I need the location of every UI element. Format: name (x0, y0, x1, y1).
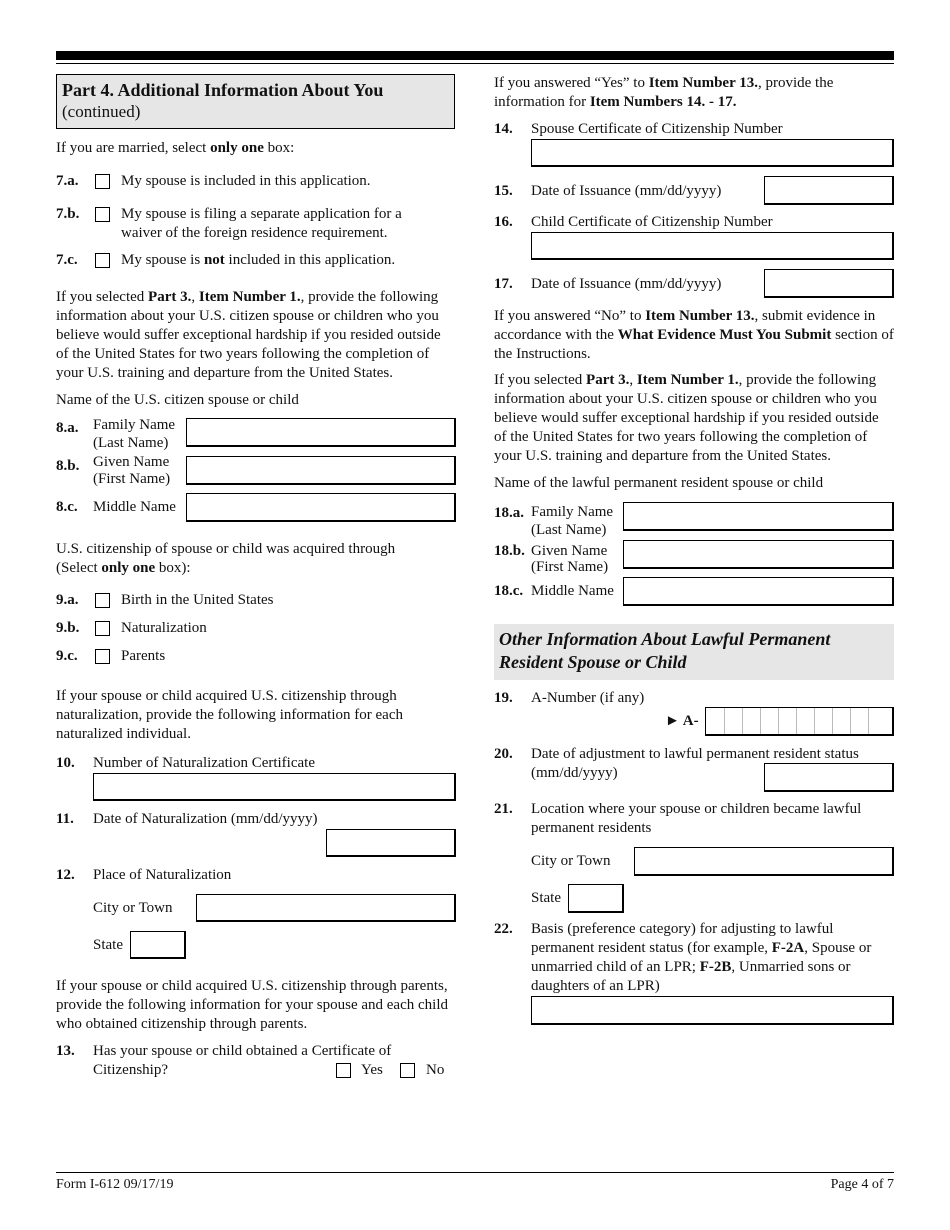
q9b-number: 9.b. (56, 620, 80, 636)
q13-number: 13. (56, 1043, 75, 1059)
given-name-input[interactable] (186, 456, 456, 485)
q8c-label: Middle Name (93, 499, 176, 515)
q11-label: Date of Naturalization (mm/dd/yyyy) (93, 811, 318, 827)
a-number-cell (850, 708, 868, 734)
footer-rule (56, 1172, 894, 1173)
a-number-cell (868, 708, 886, 734)
a-number-prefix: ► A- (665, 713, 699, 729)
form-id: Form I-612 09/17/19 (56, 1177, 174, 1192)
part-4-header (56, 74, 455, 129)
q12-city-label: City or Town (93, 900, 173, 916)
naturalization-paragraph: If your spouse or child acquired U.S. citizenship through naturalization, provide the following information for each naturalized individual. (56, 688, 403, 742)
q7c-checkbox[interactable] (95, 253, 110, 268)
q10-label: Number of Naturalization Certificate (93, 755, 315, 771)
q13-yes-checkbox[interactable] (336, 1063, 351, 1078)
q21-city-label: City or Town (531, 853, 611, 869)
q9a-number: 9.a. (56, 592, 79, 608)
top-rule-thick (56, 51, 894, 60)
spouse-issuance-date-input[interactable] (764, 176, 894, 205)
a-number-cell (742, 708, 760, 734)
parents-paragraph: If your spouse or child acquired U.S. citizenship through parents, provide the following information for your spouse and each child who obtained citizenship through parents. (56, 978, 448, 1032)
q12-label: Place of Naturalization (93, 867, 232, 883)
naturalization-state-input[interactable] (130, 931, 186, 959)
child-certificate-input[interactable] (531, 232, 894, 260)
q20-label: Date of adjustment to lawful permanent resident status (mm/dd/yyyy) (531, 746, 859, 781)
spouse-certificate-input[interactable] (531, 139, 894, 167)
lpr-state-input[interactable] (568, 884, 624, 913)
q7b-label: My spouse is filing a separate application for a waiver of the foreign residence requirement. (121, 206, 402, 241)
q12-number: 12. (56, 867, 75, 883)
q7a-label: My spouse is included in this application. (121, 173, 371, 189)
naturalization-city-input[interactable] (196, 894, 456, 922)
q13-yes-label: Yes (361, 1062, 383, 1078)
yes-paragraph: If you answered “Yes” to Item Number 13., provide the information for Item Numbers 14. - 17. (494, 75, 834, 110)
q9b-checkbox[interactable] (95, 621, 110, 636)
q8a-number: 8.a. (56, 420, 79, 436)
q16-number: 16. (494, 214, 513, 230)
naturalization-certificate-input[interactable] (93, 773, 456, 801)
q8b-label: Given Name (First Name) (93, 454, 171, 487)
preference-category-input[interactable] (531, 996, 894, 1025)
q22-number: 22. (494, 921, 513, 937)
q18a-number: 18.a. (494, 505, 524, 521)
q19-label: A-Number (if any) (531, 690, 645, 706)
q15-number: 15. (494, 183, 513, 199)
part3-paragraph-left: If you selected Part 3., Item Number 1., provide the following information about your U.S. citizen spouse or children who you believe would suffer exceptional hardship if you resided outside of the United States for two years following the completion of your U.S. training and departure from the United States. (56, 289, 441, 381)
a-number-cell (778, 708, 796, 734)
q18b-label: Given Name (First Name) (531, 543, 609, 575)
q9c-label: Parents (121, 648, 166, 664)
q18a-label: Family Name (Last Name) (531, 504, 614, 538)
q7a-number: 7.a. (56, 173, 79, 189)
q21-label: Location where your spouse or children became lawful permanent residents (531, 801, 862, 836)
q14-label: Spouse Certificate of Citizenship Number (531, 121, 783, 137)
naturalization-date-input[interactable] (326, 829, 456, 857)
q16-label: Child Certificate of Citizenship Number (531, 214, 773, 230)
lpr-name-heading: Name of the lawful permanent resident spouse or child (494, 475, 824, 491)
part-subtitle: (continued) (62, 102, 141, 121)
q10-number: 10. (56, 755, 75, 771)
other-info-section-header (494, 624, 894, 680)
q22-label: Basis (preference category) for adjusting to lawful permanent resident status (for example, F-2A, Spouse or unmarried child of an LPR; F-2B, Unmarried sons or daughters of an LPR) (531, 921, 872, 994)
married-instructions: If you are married, select only one box: (56, 140, 295, 156)
section-title-line-1: Other Information About Lawful Permanent (499, 629, 831, 649)
q19-number: 19. (494, 690, 513, 706)
q9c-checkbox[interactable] (95, 649, 110, 664)
adjustment-date-input[interactable] (764, 763, 894, 792)
a-number-cell (832, 708, 850, 734)
section-title-line-2: Resident Spouse or Child (499, 652, 687, 672)
q21-state-label: State (531, 890, 561, 906)
q8a-label: Family Name (Last Name) (93, 417, 176, 451)
q18c-number: 18.c. (494, 583, 524, 599)
citizen-name-heading: Name of the U.S. citizen spouse or child (56, 392, 299, 408)
q13-label: Has your spouse or child obtained a Certificate of Citizenship? (93, 1043, 392, 1078)
q15-label: Date of Issuance (mm/dd/yyyy) (531, 183, 722, 199)
q9c-number: 9.c. (56, 648, 78, 664)
a-number-input[interactable] (705, 707, 894, 736)
q9a-label: Birth in the United States (121, 592, 274, 608)
q9b-label: Naturalization (121, 620, 207, 636)
lpr-city-input[interactable] (634, 847, 894, 876)
q12-state-label: State (93, 937, 123, 953)
q14-number: 14. (494, 121, 513, 137)
lpr-family-name-input[interactable] (623, 502, 894, 531)
citizenship-instructions: U.S. citizenship of spouse or child was acquired through (Select only one box): (56, 541, 396, 576)
q7b-checkbox[interactable] (95, 207, 110, 222)
child-issuance-date-input[interactable] (764, 269, 894, 298)
q20-number: 20. (494, 746, 513, 762)
lpr-middle-name-input[interactable] (623, 577, 894, 606)
lpr-given-name-input[interactable] (623, 540, 894, 569)
a-number-cell (814, 708, 832, 734)
q8c-number: 8.c. (56, 499, 78, 515)
q13-no-label: No (426, 1062, 445, 1078)
a-number-cell (796, 708, 814, 734)
q7b-number: 7.b. (56, 206, 80, 222)
q13-no-checkbox[interactable] (400, 1063, 415, 1078)
part-title: Part 4. Additional Information About You (62, 80, 384, 100)
top-rule-thin (56, 63, 894, 64)
no-paragraph: If you answered “No” to Item Number 13., submit evidence in accordance with the What Evidence Must You Submit section of the Instructions. (494, 308, 894, 362)
q11-number: 11. (56, 811, 74, 827)
q8b-number: 8.b. (56, 458, 80, 474)
a-number-cell (724, 708, 742, 734)
q21-number: 21. (494, 801, 513, 817)
q18c-label: Middle Name (531, 583, 614, 599)
q17-number: 17. (494, 276, 513, 292)
family-name-input[interactable] (186, 418, 456, 447)
a-number-cell (760, 708, 778, 734)
q17-label: Date of Issuance (mm/dd/yyyy) (531, 276, 722, 292)
q9a-checkbox[interactable] (95, 593, 110, 608)
q7a-checkbox[interactable] (95, 174, 110, 189)
q18b-number: 18.b. (494, 543, 525, 559)
q7c-number: 7.c. (56, 252, 78, 268)
q7c-label: My spouse is not included in this application. (121, 252, 396, 268)
page-number: Page 4 of 7 (830, 1177, 894, 1192)
middle-name-input[interactable] (186, 493, 456, 522)
part3-paragraph-right: If you selected Part 3., Item Number 1., provide the following information about your U.S. citizen spouse or children who you believe would suffer exceptional hardship if you resided outside of the United States for two years following the completion of your U.S. training and departure from the United States. (494, 372, 879, 464)
